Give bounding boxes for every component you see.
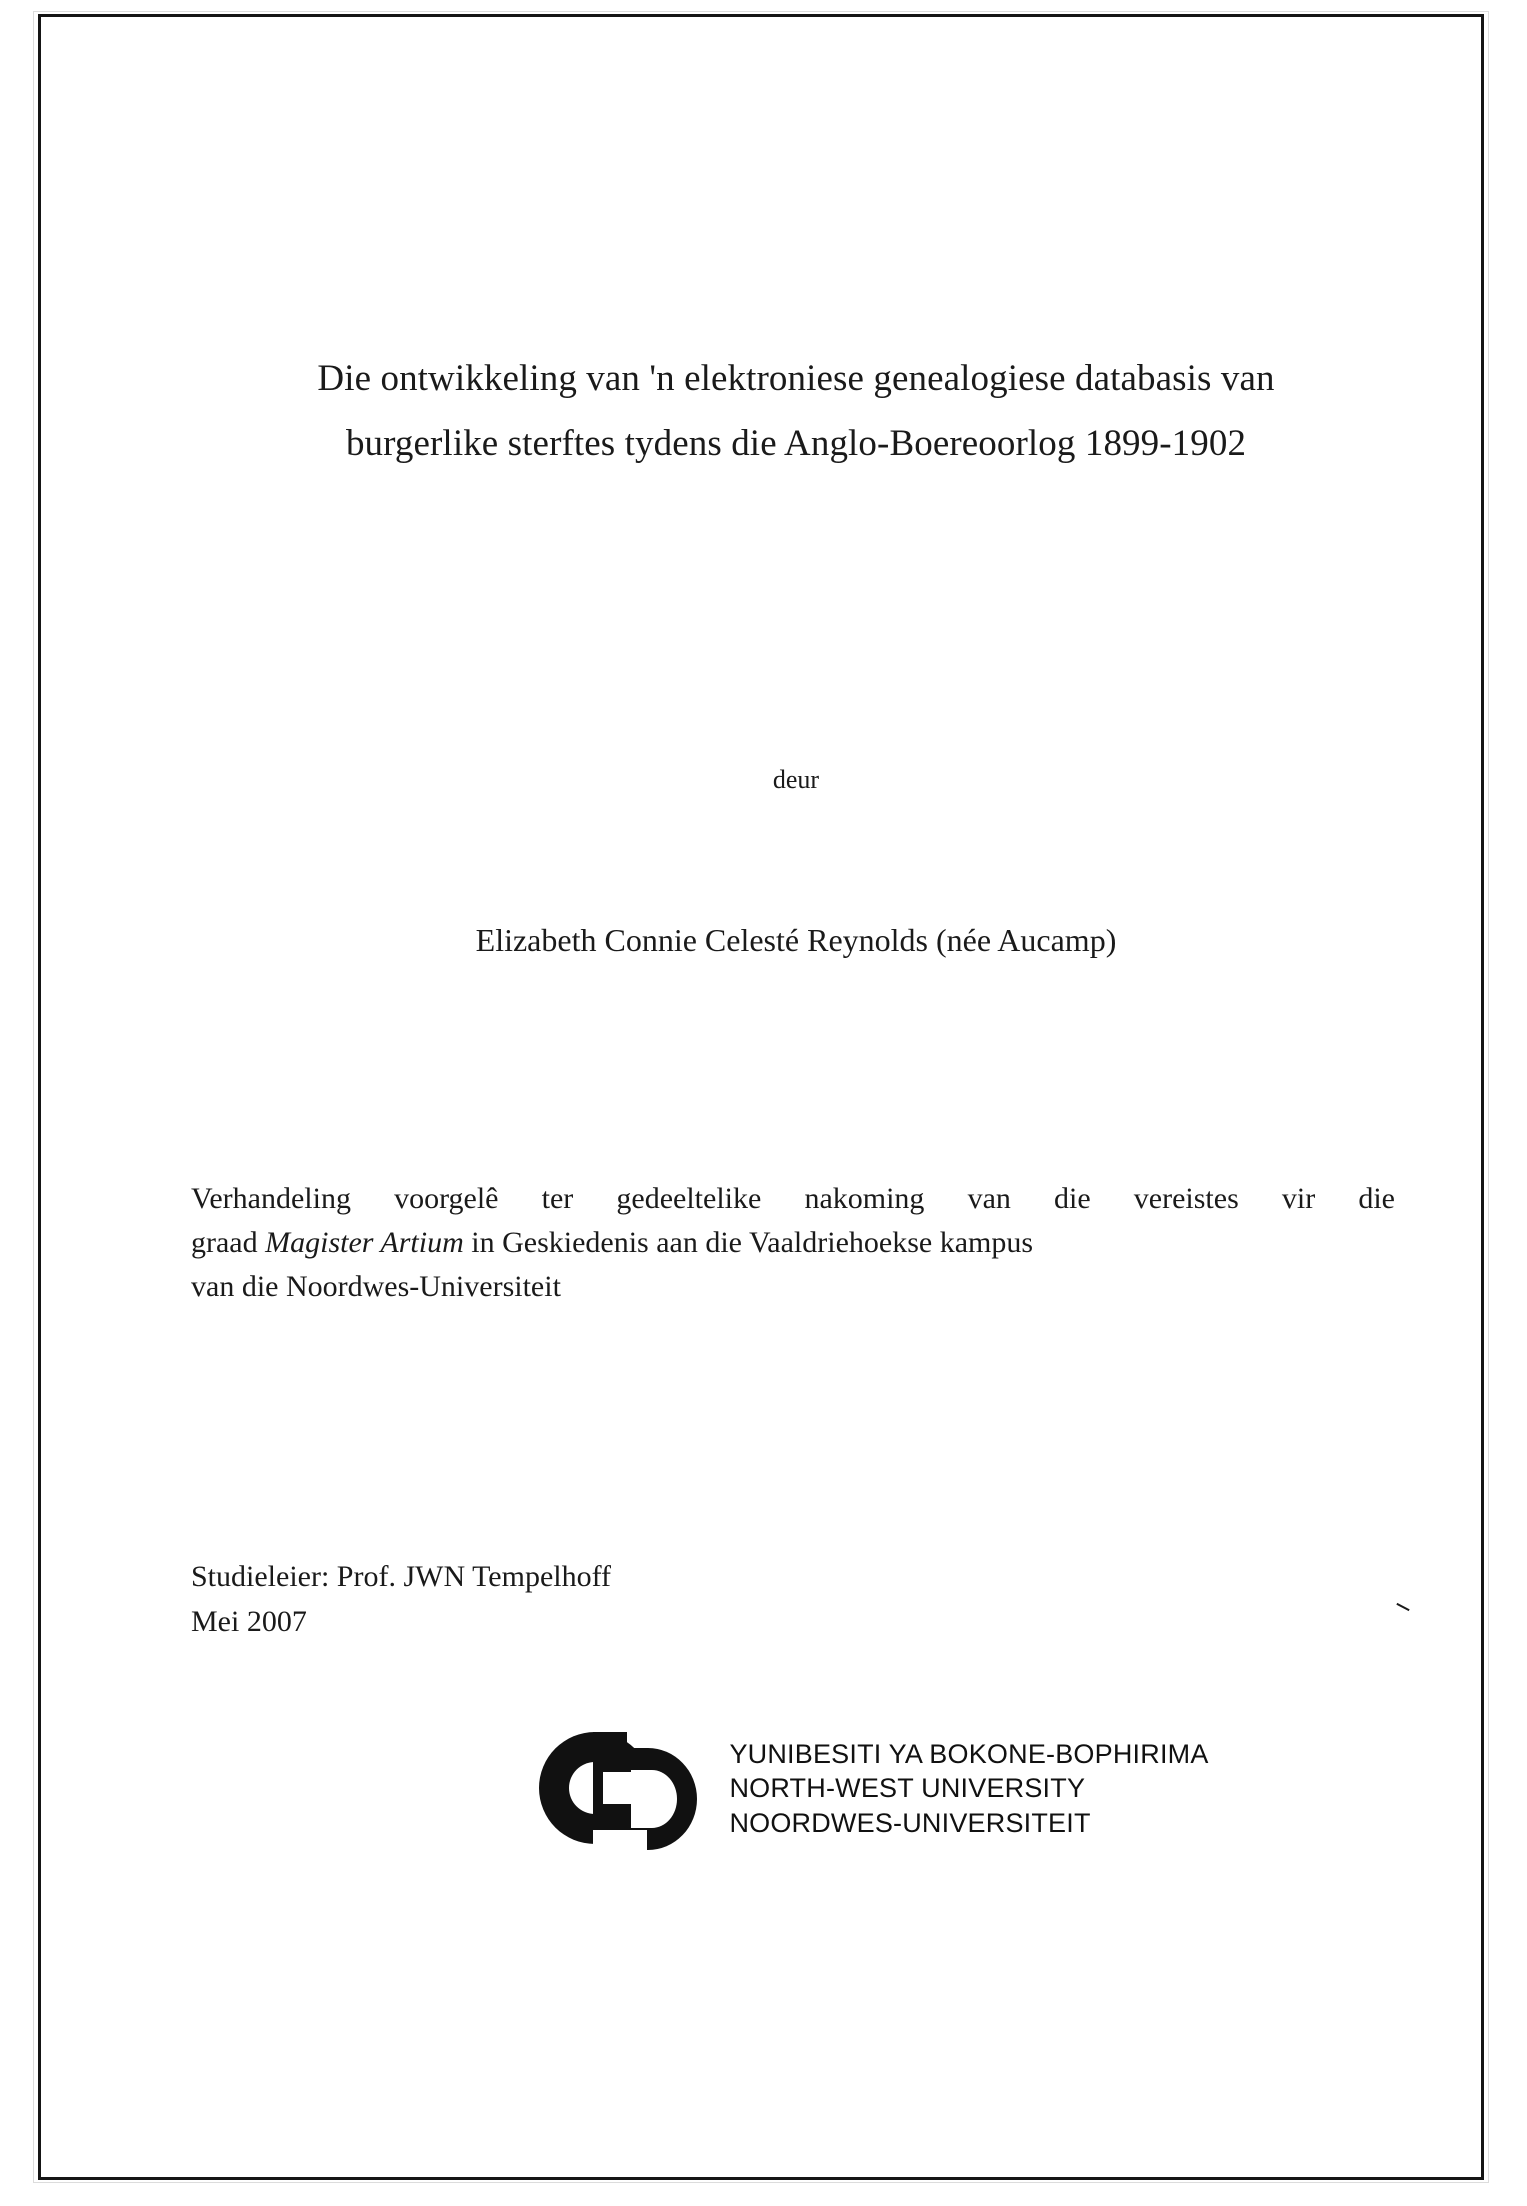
- logo-wordmark: [725, 1737, 1208, 1841]
- degree-name-italic: Magister Artium: [265, 1225, 464, 1259]
- university-logo: [191, 1726, 1401, 1852]
- logo-d-cut: [593, 1830, 647, 1852]
- supervisor-block: [191, 1554, 1401, 1644]
- page-title: [229, 347, 1363, 477]
- date-wrapper: [191, 1599, 1401, 1644]
- logo-c-notch: [603, 1772, 659, 1804]
- nwu-monogram-icon: [533, 1726, 725, 1852]
- logo-line-2: NORTH-WEST UNIVERSITY: [729, 1773, 1086, 1804]
- logo-line-3: NOORDWES-UNIVERSITEIT: [729, 1807, 1091, 1838]
- logo-line-1: YUNIBESITI YA BOKONE-BOPHIRIMA: [729, 1738, 1209, 1769]
- by-label: deur: [772, 764, 820, 794]
- degree-statement-line-2-pre: graad: [191, 1225, 266, 1259]
- author-name: Elizabeth Connie Celesté Reynolds (née Aucamp): [475, 921, 1117, 958]
- degree-statement-line-2: [191, 1221, 1395, 1265]
- supervisor-line: Studieleier: Prof. JWN Tempelhoff: [191, 1559, 612, 1593]
- title-line-1: Die ontwikkeling van 'n elektroniese genealogiese databasis van: [317, 358, 1275, 399]
- degree-statement-line-1: Verhandeling voorgelê ter gedeeltelike nakoming van die vereistes vir die: [191, 1181, 1395, 1215]
- title-line-2: burgerlike sterftes tydens die Anglo-Boereoorlog 1899-1902: [345, 422, 1247, 464]
- page-border: [38, 14, 1484, 2180]
- degree-statement: [191, 1177, 1401, 1310]
- date-line: [191, 1599, 1401, 1644]
- date-text: Mei 2007: [191, 1604, 307, 1638]
- degree-statement-line-2-post: in Geskiedenis aan die Vaaldriehoekse kampus: [463, 1225, 1034, 1259]
- degree-statement-line-3: van die Noordwes-Universiteit: [191, 1270, 561, 1304]
- title-page-content: [191, 347, 1401, 1852]
